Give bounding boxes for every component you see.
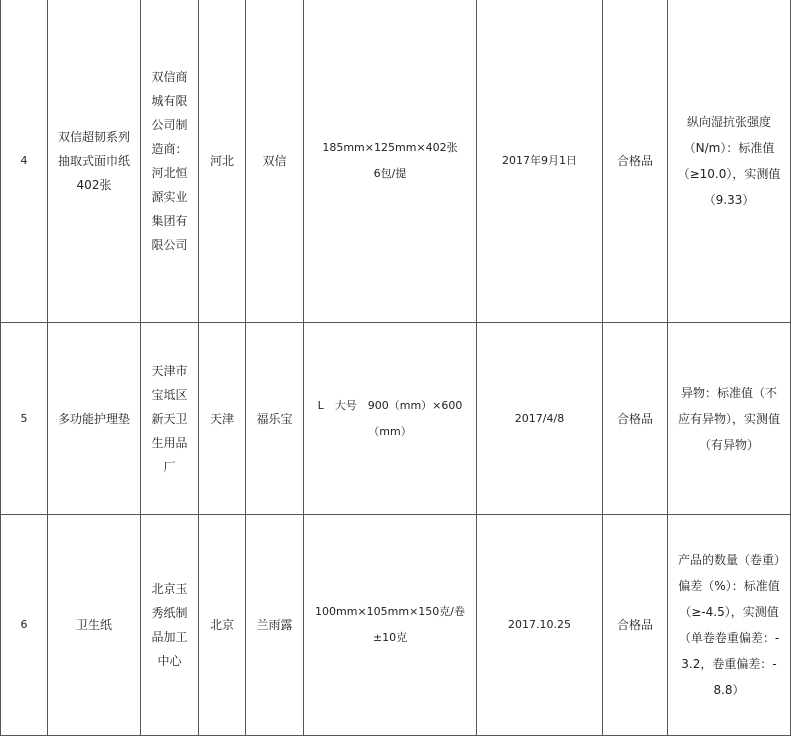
cell-product-name: 多功能护理垫 xyxy=(48,323,141,515)
cell-production-date: 2017/4/8 xyxy=(477,323,603,515)
cell-number: 5 xyxy=(1,323,48,515)
cell-failed-item: 产品的数量（卷重）偏差（%）：标准值（≥-4.5），实测值（单卷卷重偏差：-3.2，卷重偏差：-8.8） xyxy=(668,515,791,736)
cell-specification: L 大号 900（mm）×600（mm） xyxy=(304,323,477,515)
table-row xyxy=(1,515,791,736)
cell-manufacturer: 天津市宝坻区新天卫生用品厂 xyxy=(141,323,199,515)
cell-brand: 兰雨露 xyxy=(246,515,304,736)
cell-manufacturer: 北京玉秀纸制品加工中心 xyxy=(141,515,199,736)
cell-result: 合格品 xyxy=(603,515,668,736)
cell-failed-item: 异物：标准值（不应有异物），实测值（有异物） xyxy=(668,323,791,515)
cell-production-date: 2017.10.25 xyxy=(477,515,603,736)
table-row xyxy=(1,0,791,323)
table-row xyxy=(1,323,791,515)
cell-region: 天津 xyxy=(199,323,246,515)
cell-brand: 双信 xyxy=(246,0,304,323)
cell-brand: 福乐宝 xyxy=(246,323,304,515)
cell-number: 6 xyxy=(1,515,48,736)
cell-result: 合格品 xyxy=(603,0,668,323)
cell-result: 合格品 xyxy=(603,323,668,515)
cell-product-name: 卫生纸 xyxy=(48,515,141,736)
cell-specification: 185mm×125mm×402张 6包/提 xyxy=(304,0,477,323)
cell-specification: 100mm×105mm×150克/卷±10克 xyxy=(304,515,477,736)
cell-failed-item: 纵向湿抗张强度（N/m）：标准值（≥10.0），实测值（9.33） xyxy=(668,0,791,323)
cell-region: 北京 xyxy=(199,515,246,736)
cell-manufacturer: 双信商城有限公司制造商：河北恒源实业集团有限公司 xyxy=(141,0,199,323)
cell-number: 4 xyxy=(1,0,48,323)
cell-region: 河北 xyxy=(199,0,246,323)
cell-production-date: 2017年9月1日 xyxy=(477,0,603,323)
cell-product-name: 双信超韧系列抽取式面巾纸402张 xyxy=(48,0,141,323)
